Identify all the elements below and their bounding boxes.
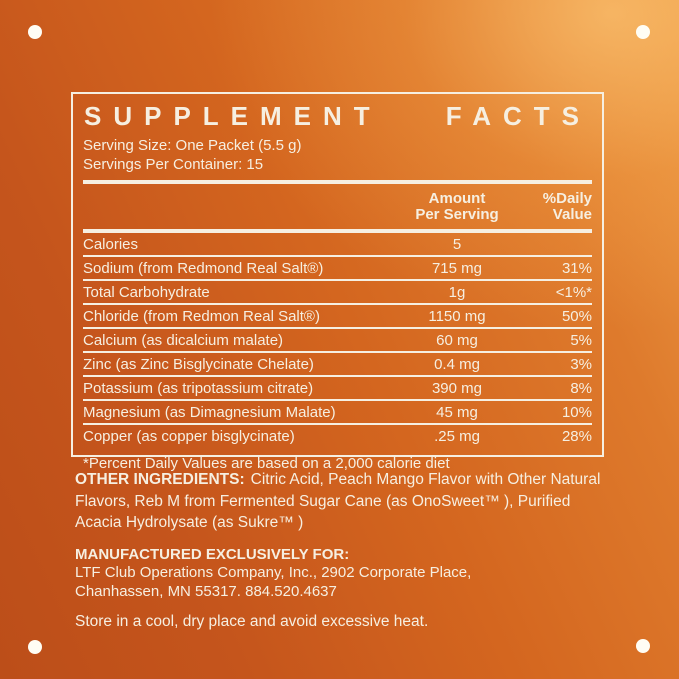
manufactured-line1: LTF Club Operations Company, Inc., 2902 Corporate Place, [75,564,472,581]
nutrient-name: Calcium (as dicalcium malate) [83,331,284,349]
daily-value-footnote: *Percent Daily Values are based on a 2,000 calorie diet [83,455,450,473]
nutrient-name: Copper (as copper bisglycinate) [83,427,295,445]
column-header-amount [402,191,512,223]
nutrient-amount: 715 mg [431,259,483,277]
nutrient-dv: 3% [570,355,592,373]
dv-header-line1: %Daily [542,190,592,208]
nutrient-name: Potassium (as tripotassium citrate) [83,379,314,397]
panel-title [84,103,591,130]
manufactured-label: MANUFACTURED EXCLUSIVELY FOR: [75,545,350,563]
serving-size-line: Serving Size: One Packet (5.5 g) [83,137,302,155]
manufactured-line2: Chanhassen, MN 55317. 884.520.4637 [75,582,337,600]
nutrient-dv: 50% [561,307,592,325]
nutrient-name: Total Carbohydrate [83,283,210,301]
table-row-sodium [83,257,592,281]
table-row-copper [83,425,592,447]
nutrient-dv: 28% [561,427,592,445]
nutrient-dv: 5% [570,331,592,349]
other-ingredients-text: Citric Acid, Peach Mango Flavor with Other Natural Flavors, Reb M from Fermented Sugar Cane (as OnoSweet™ ), Purified Acacia Hydrolysate (as Sukre™ ) [75,471,601,531]
other-ingredients-label: OTHER INGREDIENTS: [75,471,245,488]
table-row-zinc [83,353,592,377]
table-row-magnesium [83,401,592,425]
nutrient-name: Zinc (as Zinc Bisglycinate Chelate) [83,355,314,373]
servings-per-container-line: Servings Per Container: 15 [83,155,264,173]
nutrient-name: Chloride (from Redmon Real Salt®) [83,307,320,325]
nutrient-amount: 0.4 mg [434,355,480,373]
supplement-facts-panel [71,92,604,473]
table-row-total-carbohydrate [83,281,592,305]
corner-dot-bottom-right [636,639,650,653]
panel-title-word-facts: FACTS [445,101,591,131]
nutrient-amount: 1150 mg [428,307,486,325]
column-headers-row [83,184,592,229]
dv-header-line2: Value [552,206,592,224]
manufactured-block [75,546,602,602]
nutrient-dv: 8% [570,379,592,397]
amount-header-line2: Per Serving [415,206,499,224]
nutrient-amount: 1g [448,283,466,301]
nutrient-name: Magnesium (as Dimagnesium Malate) [83,403,336,421]
nutrient-name: Calories [83,235,139,253]
table-row-calcium [83,329,592,353]
nutrient-dv: 31% [561,259,592,277]
corner-dot-top-right [636,25,650,39]
table-row-potassium [83,377,592,401]
label-lower-text [75,469,602,631]
table-row-chloride [83,305,592,329]
corner-dot-bottom-left [28,640,42,654]
nutrient-name: Sodium (from Redmond Real Salt®) [83,259,324,277]
panel-title-word-supplement: SUPPLEMENT [84,101,382,131]
storage-instructions: Store in a cool, dry place and avoid excessive heat. [75,613,429,630]
column-header-daily-value [512,191,592,223]
nutrient-dv: <1%* [555,283,592,301]
nutrient-amount: .25 mg [434,427,480,445]
other-ingredients-paragraph [75,469,602,534]
nutrient-amount: 45 mg [436,403,478,421]
nutrient-amount: 5 [452,235,462,253]
nutrient-amount: 60 mg [436,331,478,349]
amount-header-line1: Amount [428,190,486,208]
corner-dot-top-left [28,25,42,39]
nutrient-amount: 390 mg [431,379,483,397]
nutrient-dv: 10% [561,403,592,421]
table-row-calories [83,233,592,257]
